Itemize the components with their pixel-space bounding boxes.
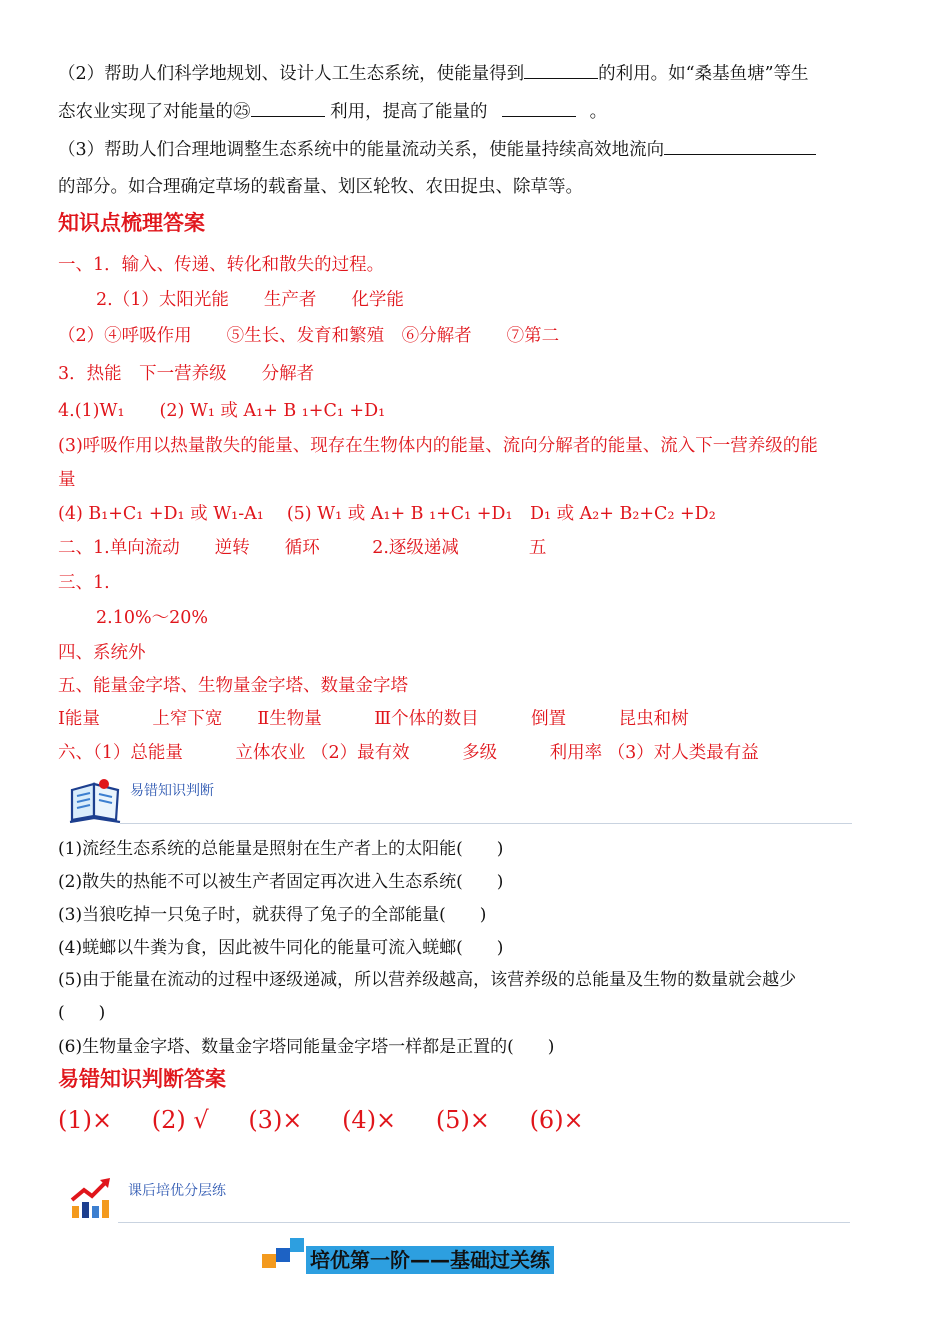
blocks-icon — [262, 1236, 306, 1270]
answer-line-14: Ⅰ能量 上窄下宽 Ⅱ生物量 Ⅲ个体的数目 倒置 昆虫和树 — [58, 709, 689, 729]
judge-answer-item: (5)× — [435, 1106, 490, 1134]
section-divider — [120, 823, 852, 824]
book-icon — [68, 776, 124, 824]
judge-question-3: (3)当狼吃掉一只兔子时，就获得了兔子的全部能量( ) — [58, 905, 487, 925]
text: 利用，提高了能量的 — [324, 102, 488, 122]
text: 态农业实现了对能量的㉕ — [58, 102, 251, 122]
paragraph-2-line2 — [58, 100, 607, 123]
fill-blank — [251, 100, 325, 117]
answer-line-3: （2）④呼吸作用 ⑤生长、发育和繁殖 ⑥分解者 ⑦第二 — [58, 326, 560, 346]
answer-line-13: 五、能量金字塔、生物量金字塔、数量金字塔 — [58, 676, 408, 696]
answer-line-10: 三、1. — [58, 573, 110, 593]
judge-question-1: (1)流经生态系统的总能量是照射在生产者上的太阳能( ) — [58, 839, 504, 859]
paragraph-3-line2 — [58, 176, 583, 198]
text: 。 — [589, 102, 608, 122]
text: 的利用。如“桑基鱼塘”等生 — [598, 64, 809, 84]
judge-question-4: (4)蜣螂以牛粪为食，因此被牛同化的能量可流入蜣螂( ) — [58, 938, 504, 958]
section-label-practice: 课后培优分层练 — [128, 1183, 226, 1199]
text: （3）帮助人们合理地调整生态系统中的能量流动关系，使能量持续高效地流向 — [58, 140, 665, 160]
text: （2）帮助人们科学地规划、设计人工生态系统，使能量得到 — [58, 64, 525, 84]
judge-question-5: (5)由于能量在流动的过程中逐级递减，所以营养级越高，该营养级的总能量及生物的数量就会越少 — [58, 970, 797, 990]
judge-question-5-cont: ( ) — [58, 1003, 106, 1023]
answer-line-1: 一、1．输入、传递、转化和散失的过程。 — [58, 255, 385, 275]
judge-answer-item: (3)× — [248, 1106, 303, 1134]
judge-answer-item: (2) √ — [151, 1106, 209, 1134]
judge-answers-title: 易错知识判断答案 — [58, 1067, 226, 1091]
judge-question-6: (6)生物量金字塔、数量金字塔同能量金字塔一样都是正置的( ) — [58, 1037, 555, 1057]
text: 的部分。如合理确定草场的载畜量、划区轮牧、农田捉虫、除草等。 — [58, 177, 583, 197]
answers-title: 知识点梳理答案 — [58, 211, 205, 235]
fill-blank — [664, 138, 816, 155]
answer-line-7: 量 — [58, 470, 76, 490]
practice-banner: 培优第一阶——基础过关练 — [306, 1246, 554, 1274]
answer-line-4: 3．热能 下一营养级 分解者 — [58, 364, 315, 384]
judge-answer-item: (4)× — [342, 1106, 397, 1134]
section-label-judge: 易错知识判断 — [130, 783, 214, 799]
judge-question-2: (2)散失的热能不可以被生产者固定再次进入生态系统( ) — [58, 872, 504, 892]
paragraph-3-line1 — [58, 138, 816, 161]
chart-up-icon — [68, 1176, 114, 1220]
answer-line-9: 二、1.单向流动 逆转 循环 2.逐级递减 五 — [58, 538, 547, 558]
answer-line-5: 4.(1)W₁ (2) W₁ 或 A₁+ B ₁+C₁ +D₁ — [58, 401, 386, 421]
section-divider — [118, 1222, 850, 1223]
answer-line-11: 2.10%～20% — [96, 608, 208, 628]
judge-answer-item: (1)× — [58, 1106, 113, 1134]
answer-line-12: 四、系统外 — [58, 643, 146, 663]
fill-blank — [524, 62, 598, 79]
paragraph-2-line1 — [58, 62, 809, 85]
answer-line-15: 六、（1）总能量 立体农业 （2）最有效 多级 利用率 （3）对人类最有益 — [58, 743, 759, 763]
answer-line-2: 2.（1）太阳光能 生产者 化学能 — [96, 290, 404, 310]
answer-line-8: (4) B₁+C₁ +D₁ 或 W₁-A₁ (5) W₁ 或 A₁+ B ₁+C₁ +D₁ D₁ 或 A₂+ B₂+C₂ +D₂ — [58, 504, 716, 524]
judge-answers — [58, 1106, 616, 1134]
fill-blank — [502, 100, 576, 117]
answer-line-6: (3)呼吸作用以热量散失的能量、现存在生物体内的能量、流向分解者的能量、流入下一营养级的能 — [58, 436, 818, 456]
judge-answer-item: (6)× — [529, 1106, 584, 1134]
